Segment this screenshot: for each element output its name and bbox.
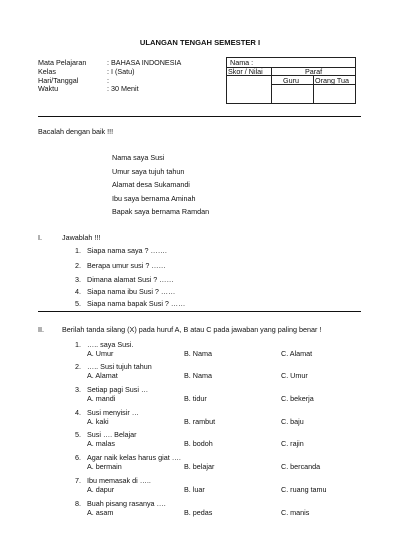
- option-a: A. Umur: [87, 349, 114, 358]
- option-c: C. bekerja: [281, 394, 314, 403]
- question-number: 3.: [75, 385, 81, 394]
- guru-label: Guru: [283, 75, 299, 85]
- question-number: 2.: [75, 362, 81, 371]
- question-number: 7.: [75, 476, 81, 485]
- question-number: 8.: [75, 499, 81, 508]
- reading-instruction: Bacalah dengan baik !!!: [38, 127, 114, 136]
- option-a: A. bermain: [87, 462, 122, 471]
- value-time: : 30 Menit: [107, 84, 139, 93]
- option-a: A. mandi: [87, 394, 116, 403]
- option-b: B. pedas: [184, 508, 213, 517]
- question-text: Susi …. Belajar: [87, 430, 137, 439]
- reading-line: Alamat desa Sukamandi: [112, 180, 190, 189]
- section-1-number: I.: [38, 233, 42, 242]
- option-b: B. Nama: [184, 371, 212, 380]
- reading-line: Ibu saya bernama Aminah: [112, 193, 196, 203]
- option-b: B. rambut: [184, 417, 216, 426]
- value-date: :: [107, 75, 109, 85]
- question-text: Susi menyisir …: [87, 408, 139, 417]
- reading-line: Bapak saya bernama Ramdan: [112, 206, 210, 216]
- page-title: ULANGAN TENGAH SEMESTER I: [139, 38, 261, 47]
- question-number: 6.: [75, 453, 81, 462]
- section-2-number: II.: [38, 325, 44, 334]
- value-class: : I (Satu): [107, 66, 135, 76]
- score-label: Skor / Nilai: [228, 66, 263, 76]
- option-b: B. luar: [184, 485, 205, 494]
- name-field-label: Nama :: [230, 58, 254, 67]
- question-text: Siapa nama ibu Susi ? ……: [87, 286, 176, 296]
- question-text: Berapa umur susi ? ……: [87, 260, 166, 270]
- option-c: C. Alamat: [281, 349, 313, 358]
- reading-line: Umur saya tujuh tahun: [112, 167, 185, 176]
- option-a: A. Alamat: [87, 371, 118, 380]
- section-2-title: Berilah tanda silang (X) pada huruf A, B atau C pada jawaban yang paling benar !: [62, 325, 322, 334]
- option-b: B. tidur: [184, 394, 207, 403]
- paraf-label: Paraf: [305, 66, 323, 76]
- option-c: C. rajin: [281, 439, 304, 448]
- question-number: 2.: [75, 260, 81, 270]
- label-class: Kelas: [38, 66, 56, 76]
- option-a: A. asam: [87, 508, 114, 517]
- option-c: C. ruang tamu: [281, 485, 327, 494]
- question-number: 1.: [75, 246, 81, 255]
- reading-line: Nama saya Susi: [112, 153, 165, 162]
- value-subject: : BAHASA INDONESIA: [107, 58, 182, 67]
- question-text: Dimana alamat Susi ? ……: [87, 274, 174, 284]
- option-b: B. bodoh: [184, 439, 213, 448]
- section-divider: [38, 311, 361, 312]
- question-text: ….. saya Susi.: [87, 340, 134, 349]
- question-number: 5.: [75, 299, 81, 308]
- label-subject: Mata Pelajaran: [38, 58, 87, 67]
- option-c: C. Umur: [281, 371, 308, 380]
- question-number: 5.: [75, 430, 81, 439]
- option-a: A. kaki: [87, 417, 109, 426]
- question-text: Buah pisang rasanya ….: [87, 499, 166, 508]
- option-c: C. baju: [281, 417, 304, 426]
- option-a: A. malas: [87, 439, 115, 448]
- label-date: Hari/Tanggal: [38, 75, 79, 85]
- option-c: C. bercanda: [281, 462, 321, 471]
- question-text: Siapa nama saya ? …….: [87, 246, 167, 255]
- question-text: Siapa nama bapak Susi ? ……: [87, 299, 186, 308]
- option-b: B. belajar: [184, 462, 215, 471]
- section-1-title: Jawablah !!!: [62, 233, 101, 242]
- header-divider: [38, 116, 361, 117]
- question-number: 1.: [75, 340, 81, 349]
- option-c: C. manis: [281, 508, 310, 517]
- question-text: Ibu memasak di …..: [87, 476, 151, 485]
- question-number: 4.: [75, 286, 81, 296]
- label-time: Waktu: [38, 84, 59, 93]
- question-number: 3.: [75, 274, 81, 284]
- question-number: 4.: [75, 408, 81, 417]
- option-a: A. dapur: [87, 485, 115, 494]
- question-text: Agar naik kelas harus giat ….: [87, 453, 181, 462]
- orang-tua-label: Orang Tua: [315, 75, 349, 85]
- question-text: ….. Susi tujuh tahun: [87, 362, 152, 371]
- option-b: B. Nama: [184, 349, 212, 358]
- question-text: Setiap pagi Susi …: [87, 385, 149, 394]
